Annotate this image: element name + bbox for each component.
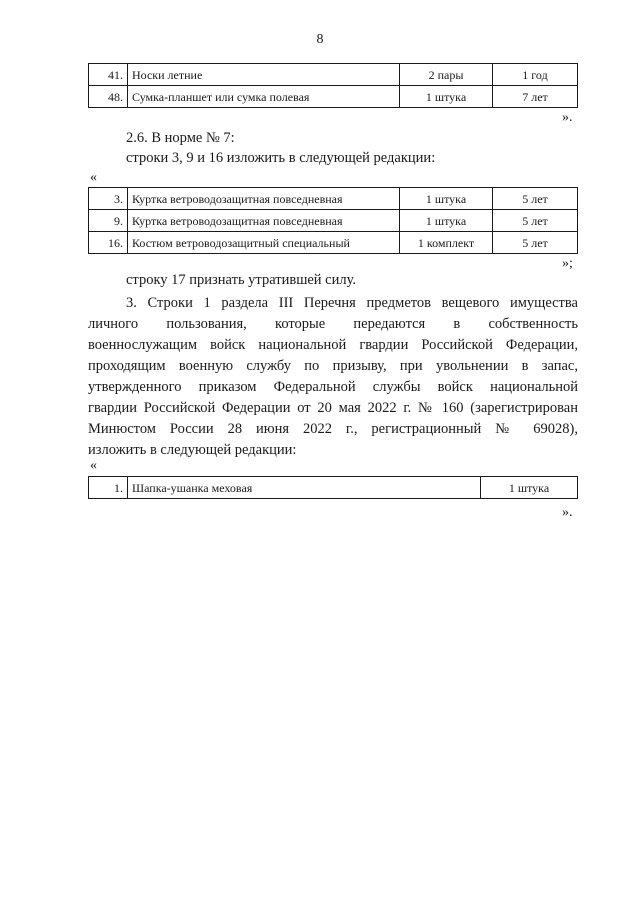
paragraph-line: военнослужащим войск национальной гвардии Российской Федерации, <box>88 337 578 353</box>
paragraph-line: гвардии Российской Федерации от 20 мая 2022 г. № 160 (зарегистрирован <box>88 400 578 416</box>
row17-text: строку 17 признать утратившей силу. <box>126 272 357 288</box>
table-row <box>89 477 578 499</box>
instruction-text: строки 3, 9 и 16 изложить в следующей редакции: <box>126 150 436 166</box>
row-number: 9. <box>89 210 128 232</box>
item-name: Куртка ветроводозащитная повседневная <box>128 210 400 232</box>
closing-quote: ». <box>562 505 573 520</box>
table-row <box>89 188 578 210</box>
paragraph-line: 3. Строки 1 раздела III Перечня предметов вещевого имущества <box>126 295 578 311</box>
item-term: 5 лет <box>493 188 578 210</box>
item-quantity: 2 пары <box>400 64 493 86</box>
table-norm-items <box>88 63 578 108</box>
row-number: 48. <box>89 86 128 108</box>
closing-quote: »; <box>562 256 573 271</box>
row-number: 3. <box>89 188 128 210</box>
opening-quote: « <box>90 458 97 473</box>
page-number: 8 <box>316 32 324 47</box>
item-term: 7 лет <box>493 86 578 108</box>
section-3-paragraph <box>88 293 578 461</box>
row-number: 1. <box>89 477 128 499</box>
table-row <box>89 210 578 232</box>
table-section-3-items <box>88 476 578 499</box>
paragraph-line: утвержденного приказом Федеральной службы войск национальной <box>88 379 578 395</box>
closing-quote: ». <box>562 110 573 125</box>
item-quantity: 1 штука <box>400 86 493 108</box>
item-name: Шапка-ушанка меховая <box>128 477 481 499</box>
paragraph-line: личного пользования, которые передаются в собственность <box>88 316 578 332</box>
section-heading: 2.6. В норме № 7: <box>126 130 235 146</box>
item-quantity: 1 штука <box>400 188 493 210</box>
row-number: 16. <box>89 232 128 254</box>
table-row <box>89 86 578 108</box>
item-term: 5 лет <box>493 210 578 232</box>
opening-quote: « <box>90 170 97 185</box>
item-quantity: 1 комплект <box>400 232 493 254</box>
item-name: Куртка ветроводозащитная повседневная <box>128 188 400 210</box>
row-number: 41. <box>89 64 128 86</box>
item-term: 1 год <box>493 64 578 86</box>
item-name: Сумка-планшет или сумка полевая <box>128 86 400 108</box>
table-row <box>89 232 578 254</box>
paragraph-line: Минюстом России 28 июня 2022 г., регистрационный № 69028), <box>88 421 578 437</box>
table-row <box>89 64 578 86</box>
paragraph-line: изложить в следующей редакции: <box>88 442 297 458</box>
item-term: 5 лет <box>493 232 578 254</box>
table-norm-7-items <box>88 187 578 254</box>
item-name: Костюм ветроводозащитный специальный <box>128 232 400 254</box>
item-name: Носки летние <box>128 64 400 86</box>
paragraph-line: проходящим военную службу по призыву, при увольнении в запас, <box>88 358 578 374</box>
item-quantity: 1 штука <box>400 210 493 232</box>
item-quantity: 1 штука <box>481 477 578 499</box>
